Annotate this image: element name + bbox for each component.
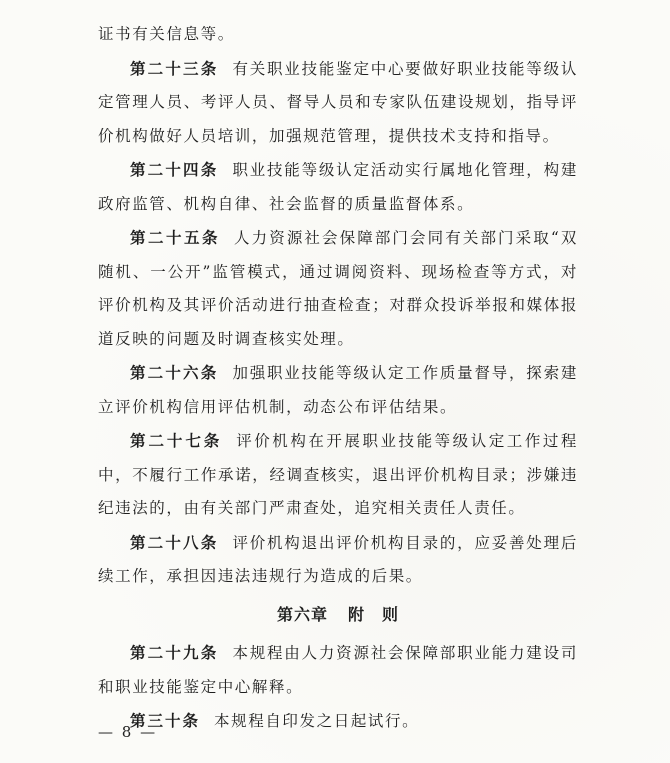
article-text: 加强职业技能等级认定工作质量督导，探索建立评价机构信用评估机制，动态公布评估结果。: [98, 364, 578, 416]
article-title: 第二十四条: [130, 160, 219, 179]
article-text: 人力资源社会保障部门会同有关部门采取“双随机、一公开”监管模式，通过调阅资料、现场检查等方式，对评价机构及其评价活动进行抽查检查；对群众投诉举报和媒体报道反映的问题及时调查核实处理。: [98, 229, 578, 348]
article-30: [98, 704, 578, 739]
article-24: [98, 153, 578, 221]
chapter-heading: [98, 598, 578, 632]
article-23: [98, 52, 578, 154]
article-title: 第二十七条: [130, 431, 223, 450]
lead-paragraph: 证书有关信息等。: [98, 25, 235, 43]
article-title: 第二十八条: [130, 532, 219, 552]
article-title: 第三十条: [130, 711, 201, 730]
chapter-number: 第六章: [276, 604, 328, 624]
article-27: [98, 424, 578, 526]
article-text: 职业技能等级认定活动实行属地化管理，构建政府监管、机构自律、社会监督的质量监督体系。: [98, 161, 578, 213]
article-title: 第二十六条: [130, 363, 219, 382]
article-text: 评价机构在开展职业技能等级认定工作过程中，不履行工作承诺，经调查核实，退出评价机构目录；涉嫌违纪违法的，由有关部门严肃查处，追究相关责任人责任。: [98, 432, 578, 517]
article-text: 本规程自印发之日起试行。: [214, 712, 420, 730]
article-title: 第二十五条: [130, 228, 221, 247]
article-28: [98, 526, 578, 594]
article-title: 第二十三条: [130, 58, 219, 78]
article-29: [98, 636, 578, 704]
article-title: 第二十九条: [130, 643, 219, 662]
article-text: 本规程由人力资源社会保障部职业能力建设司和职业技能鉴定中心解释。: [98, 644, 578, 696]
article-26: [98, 356, 578, 424]
page-number: — 8 —: [98, 723, 158, 741]
chapter-name: 附 则: [348, 604, 400, 624]
article-25: [98, 221, 578, 356]
article-text: 有关职业技能鉴定中心要做好职业技能等级认定管理人员、考评人员、督导人员和专家队伍建设规划，指导评价机构做好人员培训，加强规范管理，提供技术支持和指导。: [98, 59, 578, 145]
article-text: 评价机构退出评价机构目录的，应妥善处理后续工作，承担因违法违规行为造成的后果。: [98, 533, 578, 585]
page-content: [98, 18, 578, 739]
